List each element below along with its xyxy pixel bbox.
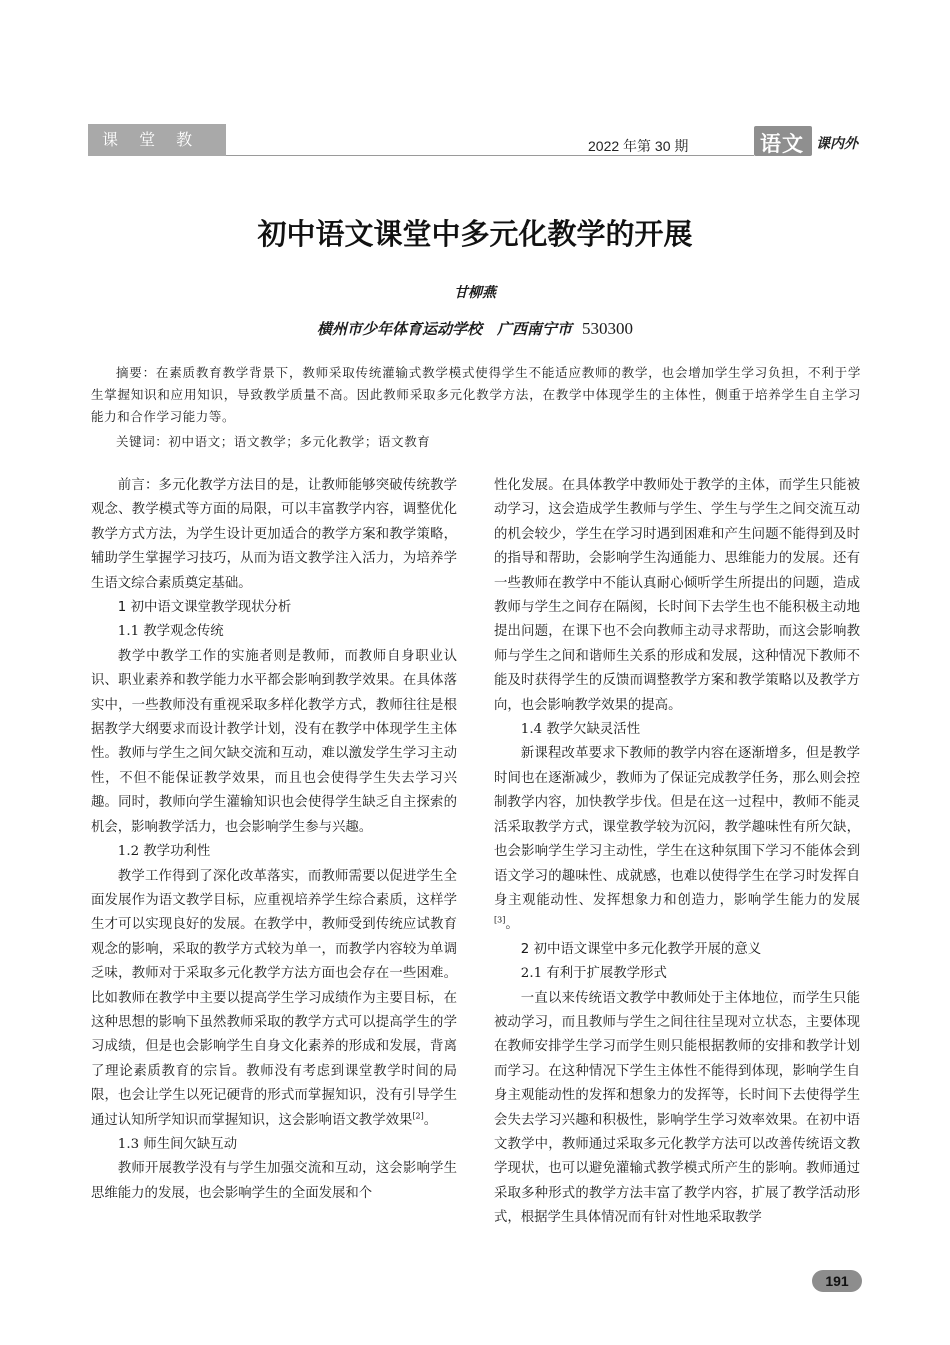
- paragraph-1-2: [91, 865, 457, 1133]
- heading-1-3: 1.3 师生间欠缺互动: [117, 1136, 238, 1152]
- affiliation-text: 横州市少年体育运动学校 广西南宁市: [316, 320, 572, 338]
- paragraph-1-3-continued: 性化发展。在具体教学中教师处于教学的主体，而学生只能被动学习，这会造成学生教师与学生、学生与学生之间交流互动的机会较少，学生在学习时遇到困难和产生问题不能得到及时的指导和帮助，会影响学生沟通能力、思维能力的发展。还有一些教师在教学中不能认真耐心倾听学生所提出的问题，造成教师与学生之间存在隔阂，长时间下去学生也不能积极主动地提出问题，在课下也不会向教师主动寻求帮助，而这会影响教师与学生之间和谐师生关系的形成和发展，这种情况下教师不能及时获得学生的反馈而调整教学方案和教学策略以及教学方向，也会影响教学效果的提高。: [494, 478, 860, 713]
- paragraph-1-1: 教学中教学工作的实施者则是教师，而教师自身职业认识、职业素养和教学能力水平都会影响到教学效果。在具体落实中，一些教师没有重视采取多样化教学方式，教师往往是根据教学大纲要求而设计教学计划，没有在教学中体现学生主体性。教师与学生之间欠缺交流和互动，难以激发学生学习主动性，不但不能保证教学效果，而且也会使得学生失去学习兴趣。同时，教师向学生灌输知识也会使得学生缺乏自主探索的机会，影响教学活力，也会影响学生参与兴趣。: [91, 648, 457, 835]
- intro-paragraph: 前言：多元化教学方法目的是，让教师能够突破传统教学观念、教学模式等方面的局限，可以丰富教学内容，调整优化教学方式方法，为学生设计更加适合的教学方案和教学策略，辅助学生掌握学习技巧，从而为语文教学注入活力，为培养学生语文综合素质奠定基础。: [91, 478, 457, 591]
- heading-1-1: 1.1 教学观念传统: [117, 624, 224, 640]
- postcode: 530300: [582, 319, 633, 338]
- paragraph-1-2-end: 。: [423, 1112, 438, 1128]
- logo-main-text: 语文: [760, 131, 804, 156]
- affiliation: [0, 318, 950, 339]
- heading-1-4: 1.4 教学欠缺灵活性: [520, 722, 641, 738]
- heading-1: 1 初中语文课堂教学现状分析: [117, 600, 292, 616]
- abstract: [91, 362, 861, 428]
- citation-2: [2]: [412, 1111, 424, 1121]
- paragraph-1-4-end: 。: [505, 917, 519, 933]
- article-title: 初中语文课堂中多元化教学的开展: [257, 217, 693, 251]
- paragraph-1-2-text: 教学工作得到了深化改革落实，而教师需要以促进学生全面发展作为语文教学目标，应重视培养学生综合素质，这样学生才可以实现良好的发展。在教学中，教师受到传统应试教育观念的影响，采取的教学方式较为单一，而教学内容较为单调乏味，教师对于采取多元化教学方法方面也会存在一些困难。比如教师在教学中主要以提高学生学习成绩作为主要目标，在这种思想的影响下虽然教师采取的教学方式可以提高学生的学习成绩，但是也会影响学生自身文化素养的形成和发展，背离了理论素质教育的宗旨。教师没有考虑到课堂教学时间的局限，也会让学生以死记硬背的形式而掌握知识，没有引导学生通过认知所学知识而掌握知识，这会影响语文教学效果: [91, 868, 457, 1128]
- paragraph-1-3: 教师开展教学没有与学生加强交流和互动，这会影响学生思维能力的发展，也会影响学生的全面发展和个: [91, 1161, 457, 1201]
- section-tab: 课 堂 教 学: [88, 124, 226, 156]
- heading-2-1: 2.1 有利于扩展教学形式: [520, 966, 667, 982]
- page-number: 191: [812, 1270, 862, 1292]
- logo-sub-text: 课内外: [816, 136, 858, 152]
- right-column: [494, 474, 860, 1231]
- author-name: 甘柳燕: [454, 285, 496, 301]
- heading-1-2: 1.2 教学功利性: [117, 844, 211, 860]
- paragraph-1-4: [494, 742, 860, 937]
- paragraph-2-1: 一直以来传统语文教学中教师处于主体地位，而学生只能被动学习，而且教师与学生之间往往呈现对立状态，主要体现在教师安排学生学习而学生则只能根据教师的安排和教学计划而学习。在这种情况下学生主体性不能得到体现，影响学生自身主观能动性的发挥和想象力的发挥等，长时间下去使得学生会失去学习兴趣和积极性，影响学生学习效率效果。在初中语文教学中，教师通过采取多元化教学方法可以改善传统语文教学现状，也可以避免灌输式教学模式所产生的影响。教师通过采取多种形式的教学方法丰富了教学内容，扩展了教学活动形式，根据学生具体情况而有针对性地采取教学: [494, 990, 860, 1226]
- journal-logo: [754, 126, 864, 156]
- keywords: 关键词：初中语文；语文教学；多元化教学；语文教育: [116, 434, 431, 449]
- heading-2: 2 初中语文课堂中多元化教学开展的意义: [520, 941, 762, 957]
- abstract-text: 摘要：在素质教育教学背景下，教师采取传统灌输式教学模式使得学生不能适应教师的教学，也会增加学生学习负担，不利于学生掌握知识和应用知识，导致教学质量不高。因此教师采取多元化教学方法，在教学中体现学生的主体性，侧重于培养学生自主学习能力和合作学习能力等。: [91, 365, 861, 424]
- issue-label: 2022 年第 30 期: [588, 138, 689, 154]
- citation-3: [3]: [494, 915, 506, 925]
- left-column: [91, 474, 457, 1206]
- paragraph-1-4-text: 新课程改革要求下教师的教学内容在逐渐增多，但是教学时间也在逐渐减少，教师为了保证完成教学任务，那么则会控制教学内容，加快教学步伐。但是在这一过程中，教师不能灵活采取教学方式，课堂教学较为沉闷，教学趣味性有所欠缺，也会影响学生学习主动性，学生在这种氛围下学习不能体会到语文学习的趣味性、成就感，也难以使得学生在学习时发挥自身主观能动性、发挥想象力和创造力，影响学生能力的发展: [494, 746, 860, 908]
